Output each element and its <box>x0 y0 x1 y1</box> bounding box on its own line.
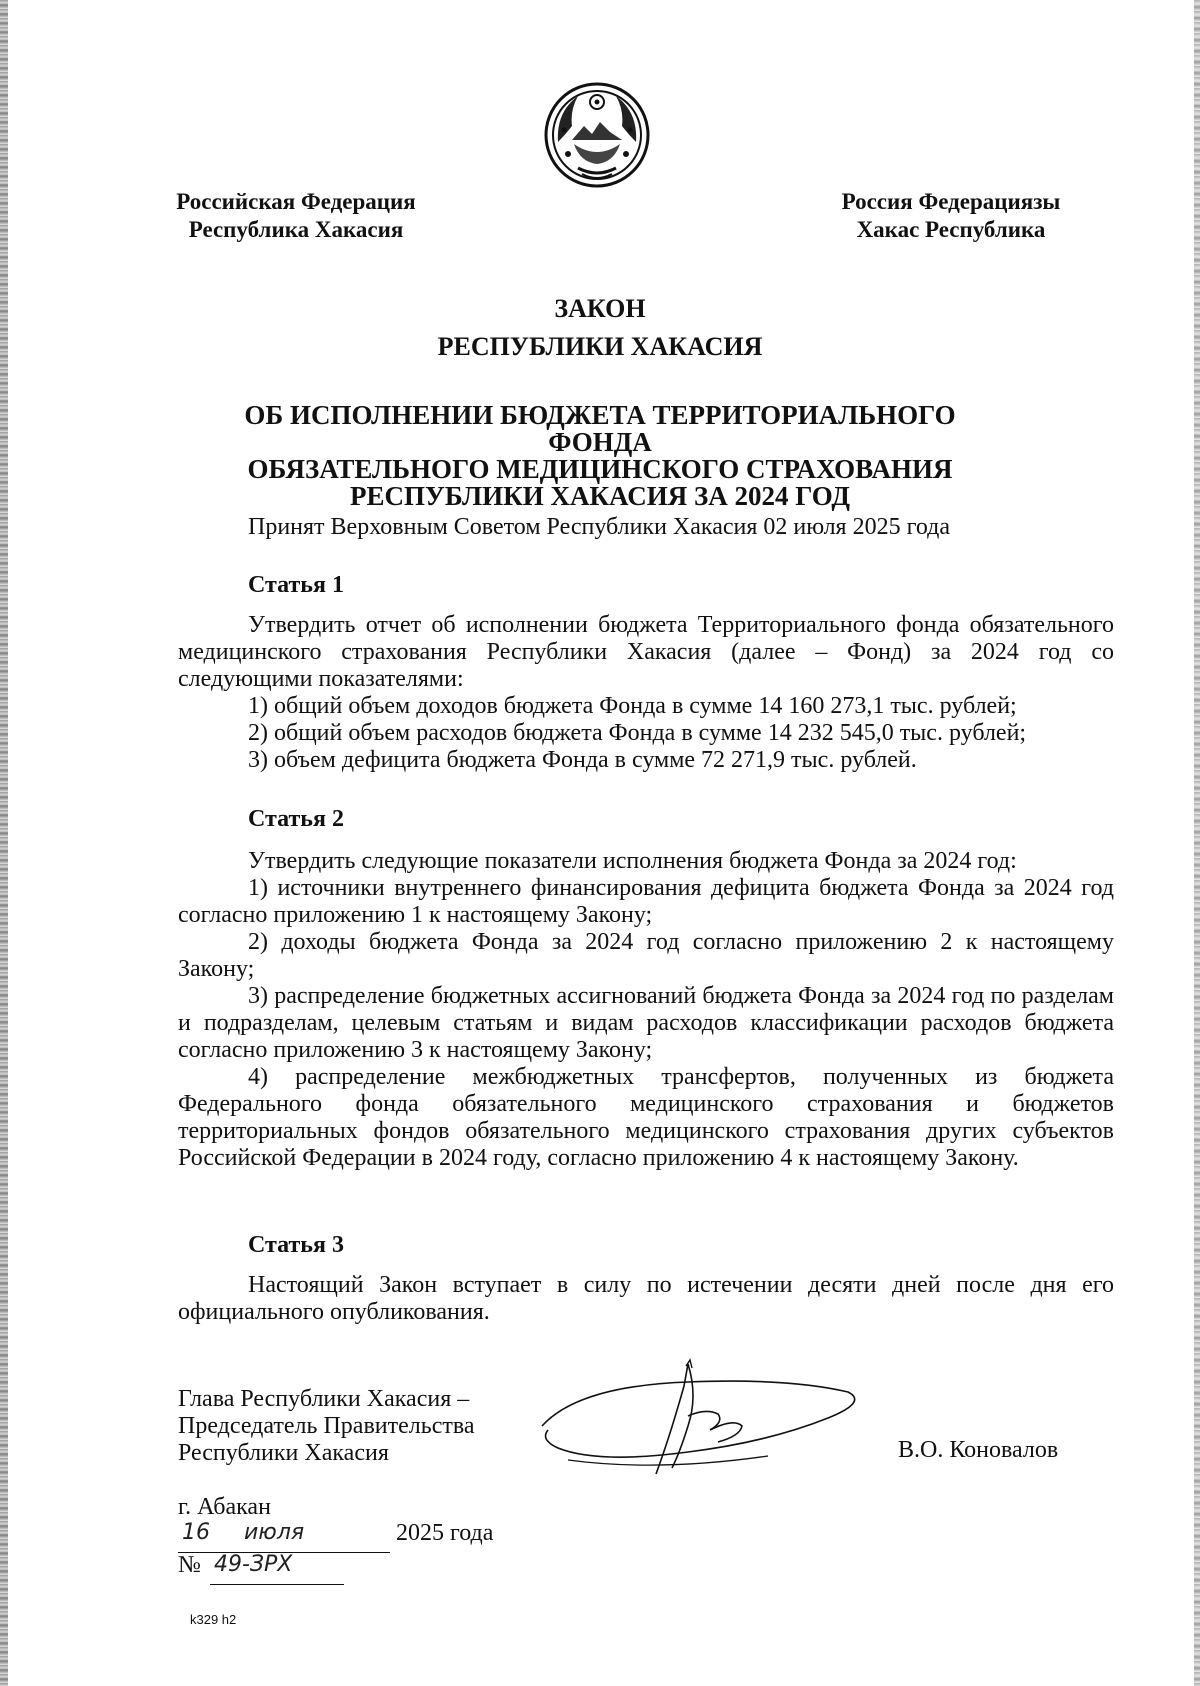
signatory-name: В.О. Коновалов <box>898 1437 1059 1463</box>
coat-of-arms-emblem <box>544 82 650 188</box>
date-month-handwritten: июля <box>244 1520 305 1545</box>
law-subject-line: РЕСПУБЛИКИ ХАКАСИЯ ЗА 2024 ГОД <box>350 481 850 511</box>
number-handwritten: 49-ЗРХ <box>214 1552 293 1577</box>
header-left-republic: Республика Хакасия <box>188 217 404 242</box>
header-right-republic: Хакас Республика <box>856 217 1046 242</box>
law-title-republic: РЕСПУБЛИКИ ХАКАСИЯ <box>437 332 763 361</box>
article-2-item: 3) распределение бюджетных ассигнований бюджета Фонда за 2024 год по разделам и подразделам, целевым статьям и видам расходов классификации расходов бюджета согласно приложению 3 к настоящему Закону; <box>178 983 1114 1063</box>
article-2-body <box>178 848 1114 1172</box>
article-2-item: 4) распределение межбюджетных трансфертов, полученных из бюджета Федерального фонда обязательного медицинского страхования и бюджетов территориальных фондов обязательного медицинского страхования других субъектов Российской Федерации в 2024 году, согласно приложению 4 к настоящему Закону. <box>178 1064 1114 1171</box>
scan-edge-right <box>1194 0 1200 1686</box>
article-1-item: 1) общий объем доходов бюджета Фонда в сумме 14 160 273,1 тыс. рублей; <box>248 693 1017 719</box>
article-2-item: 1) источники внутреннего финансирования дефицита бюджета Фонда за 2024 год согласно приложению 1 к настоящему Закону; <box>178 875 1114 928</box>
signatory-title-line: Глава Республики Хакасия – <box>178 1386 470 1412</box>
header-right-country: Россия Федерациязы <box>841 189 1061 214</box>
law-subject-line: ОБЯЗАТЕЛЬНОГО МЕДИЦИНСКОГО СТРАХОВАНИЯ <box>247 454 953 484</box>
place-of-signing: г. Абакан <box>178 1494 271 1520</box>
law-title: ЗАКОН <box>554 294 646 323</box>
adoption-note: Принят Верховным Советом Республики Хакасия 02 июля 2025 года <box>248 514 951 540</box>
law-number <box>178 1552 293 1579</box>
header-left <box>164 188 428 244</box>
article-2-intro: Утвердить следующие показатели исполнения бюджета Фонда за 2024 год: <box>248 848 1017 874</box>
signatory-title <box>178 1386 475 1467</box>
date-day-handwritten: 16 <box>182 1520 210 1545</box>
article-3-body <box>178 1272 1114 1326</box>
article-2-heading: Статья 2 <box>248 806 344 832</box>
scan-edge-left <box>0 0 8 1686</box>
date-year: 2025 года <box>396 1520 494 1546</box>
article-1-intro: Утвердить отчет об исполнении бюджета Территориального фонда обязательного медицинского страхования Республики Хакасия (далее – Фонд) за 2024 год со следующими показателями: <box>178 612 1114 692</box>
header-left-country: Российская Федерация <box>176 189 416 214</box>
law-subject-line: ОБ ИСПОЛНЕНИИ БЮДЖЕТА ТЕРРИТОРИАЛЬНОГО ФОНДА <box>244 400 956 457</box>
law-subject <box>200 402 1000 510</box>
article-2-item: 2) доходы бюджета Фонда за 2024 год согласно приложению 2 к настоящему Закону; <box>178 929 1114 982</box>
article-1-heading: Статья 1 <box>248 572 344 598</box>
article-1-item: 2) общий объем расходов бюджета Фонда в сумме 14 232 545,0 тыс. рублей; <box>248 720 1027 746</box>
number-sign: № <box>178 1552 201 1578</box>
signatory-title-line: Республики Хакасия <box>178 1440 389 1466</box>
article-3-text: Настоящий Закон вступает в силу по истечении десяти дней после дня его официального опубликования. <box>178 1272 1114 1325</box>
header-right <box>826 188 1076 244</box>
article-3-heading: Статья 3 <box>248 1232 344 1258</box>
signatory-title-line: Председатель Правительства <box>178 1413 475 1439</box>
handwritten-signature <box>538 1356 864 1486</box>
document-code: k329 h2 <box>190 1612 237 1627</box>
article-1-body <box>178 612 1114 774</box>
article-1-item: 3) объем дефицита бюджета Фонда в сумме 72 271,9 тыс. рублей. <box>248 747 917 773</box>
